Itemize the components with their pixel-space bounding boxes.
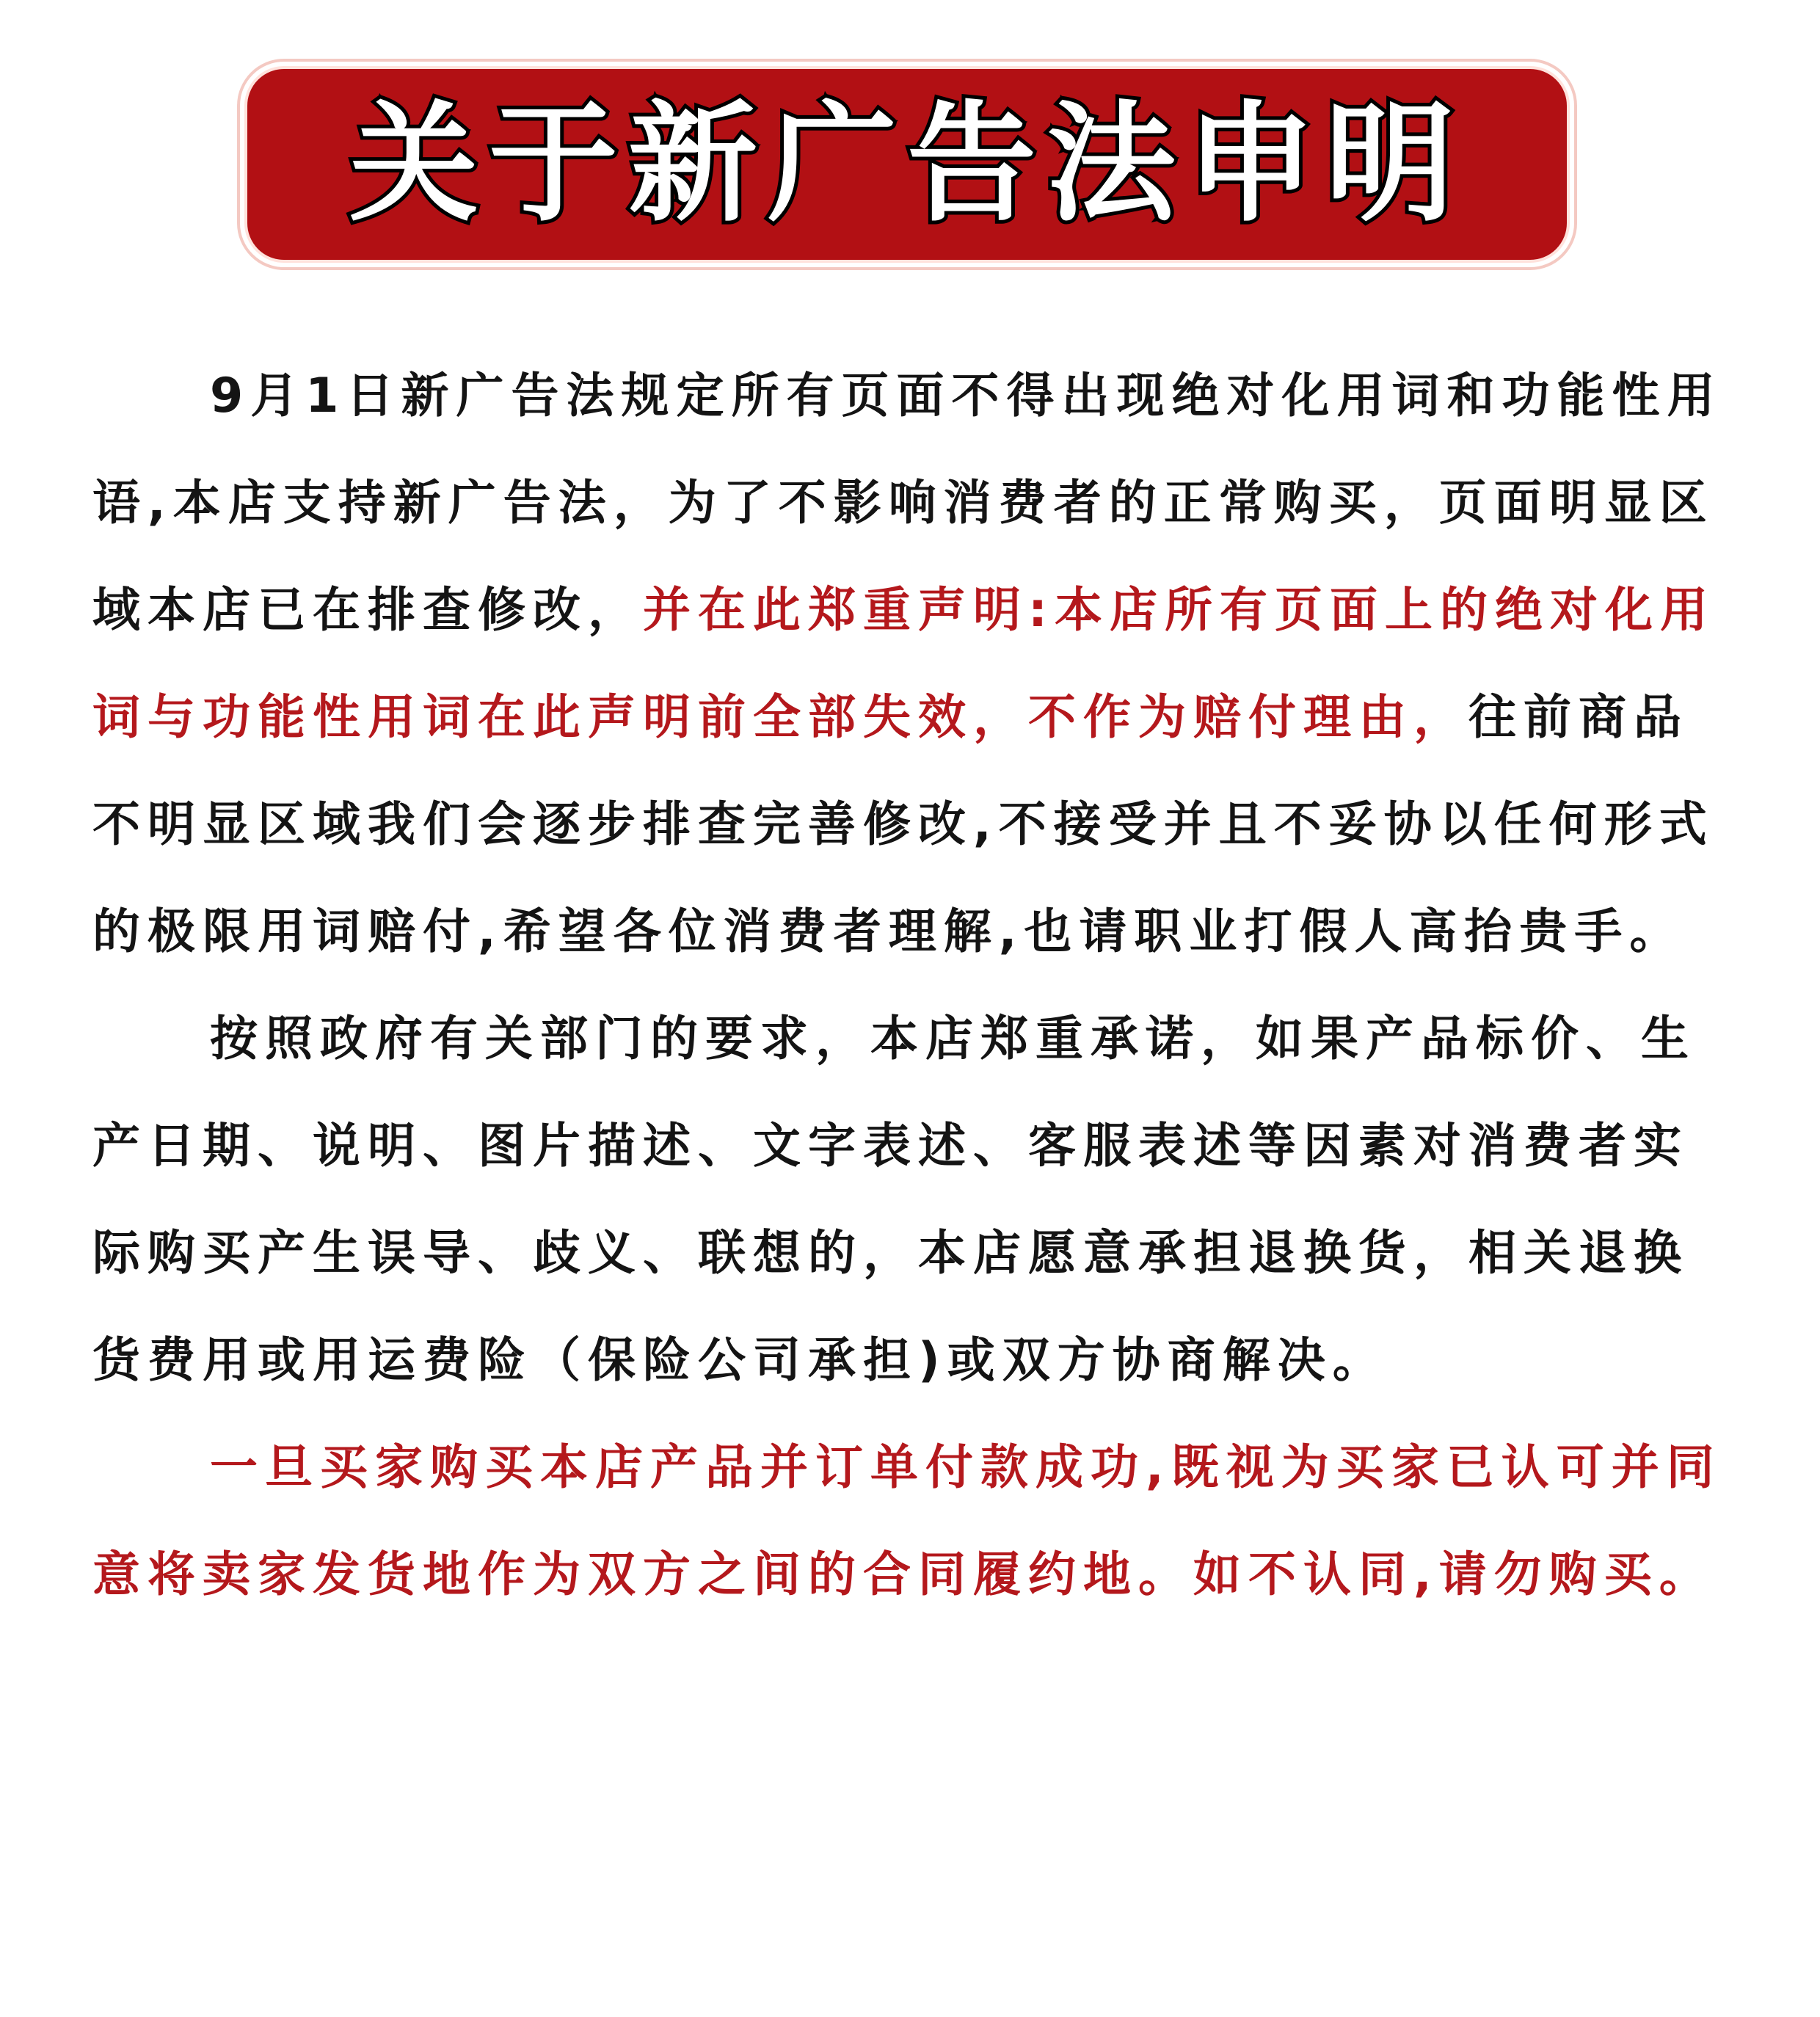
paragraph-1-text: 9月1日新广告法规定所有页面不得出现绝对化用词和功能性用语,本店支持新广告法，为了不影响消费者的正常购买，页面明显区域本店已在排查修改， xyxy=(92,368,1722,638)
paragraph-commitment xyxy=(92,986,1730,1414)
paragraph-1-continued: 往前商品不明显区域我们会逐步排查完善修改,不接受并且不妥协以任何形式的极限用词赔付,希望各位消费者理解,也请职业打假人高抬贵手。 xyxy=(92,690,1714,959)
title-banner xyxy=(244,66,1570,263)
page-title: 关于新广告法申明 xyxy=(349,89,1465,239)
paragraph-1-emphasis: 并在此郑重声明:本店所有页面上的绝对化用词与功能性用词在此声明前全部失效，不作为赔付理由， xyxy=(92,583,1716,745)
paragraph-ad-law xyxy=(92,343,1730,986)
paragraph-2-text: 按照政府有关部门的要求，本店郑重承诺，如果产品标价、生产日期、说明、图片描述、文字表述、客服表述等因素对消费者实际购买产生误导、歧义、联想的，本店愿意承担退换货，相关退换货费用或用运费险（保险公司承担)或双方协商解决。 xyxy=(92,1011,1697,1388)
paragraph-contract-place xyxy=(92,1414,1730,1629)
declaration-body xyxy=(92,343,1730,1629)
paragraph-3-emphasis: 一旦买家购买本店产品并订单付款成功,既视为买家已认可并同意将卖家发货地作为双方之间的合同履约地。如不认同,请勿购买。 xyxy=(92,1440,1722,1602)
